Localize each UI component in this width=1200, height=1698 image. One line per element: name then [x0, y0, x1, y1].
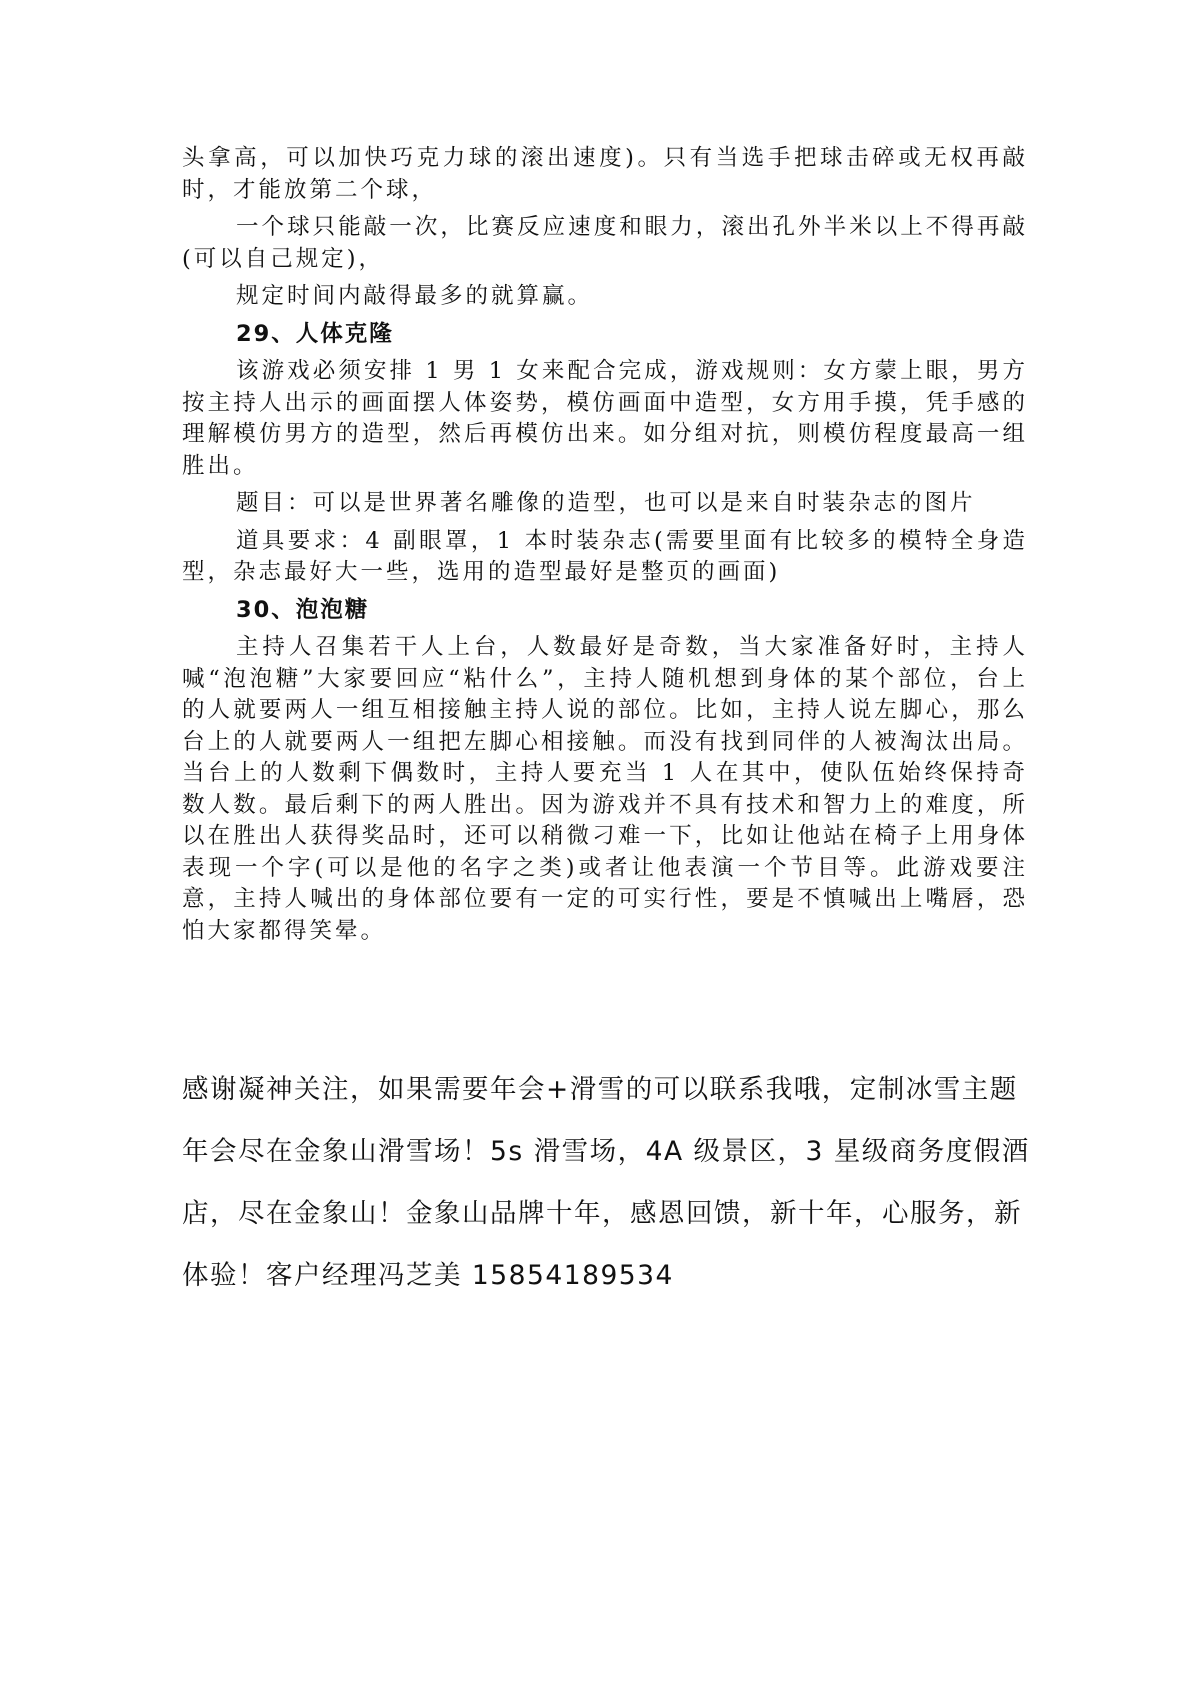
promo-text: 感谢凝神关注，如果需要年会+滑雪的可以联系我哦，定制冰雪主题年会尽在金象山滑雪场！5s 滑雪场，4A 级景区，3 星级商务度假酒店，尽在金象山！金象山品牌十年，感恩回馈，新十年，心服务，新体验！客户经理冯芝美 15854189534 [182, 1074, 1030, 1291]
paragraph-rule-one-hit: 一个球只能敲一次，比赛反应速度和眼力，滚出孔外半米以上不得再敲(可以自己规定)， [182, 214, 1028, 272]
paragraph-clone-topic: 题目：可以是世界著名雕像的造型，也可以是来自时装杂志的图片 [236, 490, 976, 516]
promo-footer [182, 1059, 1032, 1307]
paragraph-rule-winner: 规定时间内敲得最多的就算赢。 [236, 283, 594, 309]
section-heading-29: 29、人体克隆 [236, 320, 394, 347]
section-heading-30: 30、泡泡糖 [236, 596, 370, 623]
paragraph-bubblegum-rules: 主持人召集若干人上台，人数最好是奇数，当大家准备好时，主持人喊“泡泡糖”大家要回应“粘什么”，主持人随机想到身体的某个部位，台上的人就要两人一组互相接触主持人说的部位。比如，主持人说左脚心，那么台上的人就要两人一组把左脚心相接触。而没有找到同伴的人被淘汰出局。当台上的人数剩下偶数时，主持人要充当 1 人在其中，使队伍始终保持奇数人数。最后剩下的两人胜出。因为游戏并不具有技术和智力上的难度，所以在胜出人获得奖品时，还可以稍微刁难一下，比如让他站在椅子上用身体表现一个字(可以是他的名字之类)或者让他表演一个节目等。此游戏要注意，主持人喊出的身体部位要有一定的可实行性，要是不慎喊出上嘴唇，恐怕大家都得笑晕。 [182, 634, 1028, 944]
paragraph-continued: 头拿高，可以加快巧克力球的滚出速度)。只有当选手把球击碎或无权再敲时，才能放第二个球， [182, 145, 1028, 203]
paragraph-clone-rules: 该游戏必须安排 1 男 1 女来配合完成，游戏规则：女方蒙上眼，男方按主持人出示的画面摆人体姿势，模仿画面中造型，女方用手摸，凭手感的理解模仿男方的造型，然后再模仿出来。如分组对抗，则模仿程度最高一组胜出。 [182, 358, 1028, 479]
paragraph-clone-props: 道具要求：4 副眼罩，1 本时装杂志(需要里面有比较多的模特全身造型，杂志最好大一些，选用的造型最好是整页的画面) [182, 527, 1028, 585]
document-body [182, 143, 1028, 953]
